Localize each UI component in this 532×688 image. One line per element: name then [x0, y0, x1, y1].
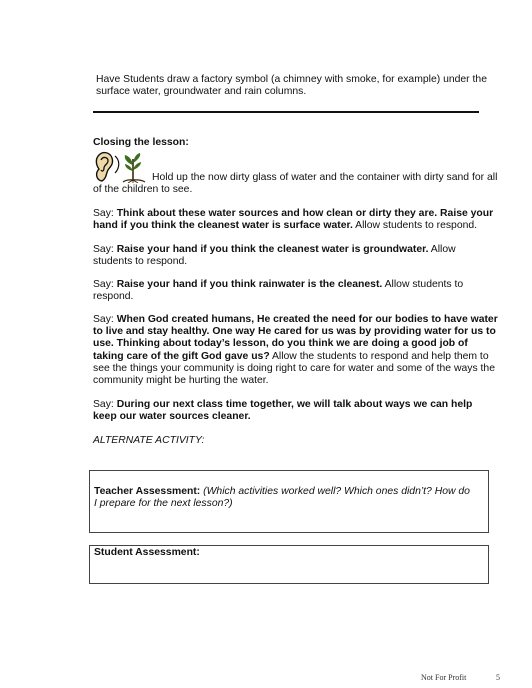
say-lead: Say:: [93, 279, 117, 290]
say-lead: Say:: [93, 314, 117, 325]
say-surface-water: [93, 208, 500, 232]
say-lead: Say:: [93, 208, 117, 219]
footer-text: Not For Profit: [421, 673, 467, 682]
student-assessment-box[interactable]: [89, 545, 489, 584]
say-tail: Allow students to respond.: [93, 244, 456, 268]
section-divider: [93, 111, 479, 113]
student-assessment-label: Student Assessment:: [94, 547, 200, 558]
say-rainwater: [93, 279, 493, 303]
say-bold: Think about these water sources and how clean or dirty they are. Raise your hand if you think the cleanest water is surface water.: [93, 208, 494, 232]
teacher-assessment-prompt: (Which activities worked well? Which ones didn’t? How do I prepare for the next lesson?): [94, 486, 470, 510]
alternate-activity: ALTERNATE ACTIVITY:: [93, 435, 205, 446]
intro-paragraph: Have Students draw a factory symbol (a chimney with smoke, for example) under the surface water, groundwater and rain columns.: [96, 74, 487, 98]
say-tail: Allow the students to respond and help them to see the things your community is doing right to care for water and some of the ways the community might be hurting the water.: [93, 350, 495, 387]
teacher-assessment-label: Teacher Assessment:: [94, 486, 201, 497]
say-bold: Raise your hand if you think the cleanest water is groundwater.: [116, 244, 429, 255]
page-number: 5: [496, 673, 500, 682]
say-next-class: [93, 399, 493, 423]
closing-instruction: Hold up the now dirty glass of water and the container with dirty sand for all of the children to see.: [93, 172, 498, 196]
say-god-created: [93, 314, 501, 387]
say-lead: Say:: [93, 399, 117, 410]
say-lead: Say:: [93, 244, 117, 255]
teacher-assessment-text: [94, 486, 474, 510]
say-bold: When God created humans, He created the need for our bodies to have water to live and stay healthy. One way He cared for us was by providing water for us to use. Thinking about today’s lesson, do you think we are doing a good job of taking care of the gift God gave us?: [93, 314, 498, 362]
teacher-assessment-box[interactable]: [89, 470, 489, 533]
say-tail: Allow students to respond.: [352, 220, 478, 232]
closing-heading: Closing the lesson:: [93, 137, 189, 148]
say-bold: Raise your hand if you think rainwater is the cleanest.: [116, 279, 383, 290]
say-bold: During our next class time together, we will talk about ways we can help keep our water sources cleaner.: [93, 399, 473, 423]
say-tail: Allow students to respond.: [93, 279, 464, 303]
say-groundwater: [93, 244, 493, 268]
